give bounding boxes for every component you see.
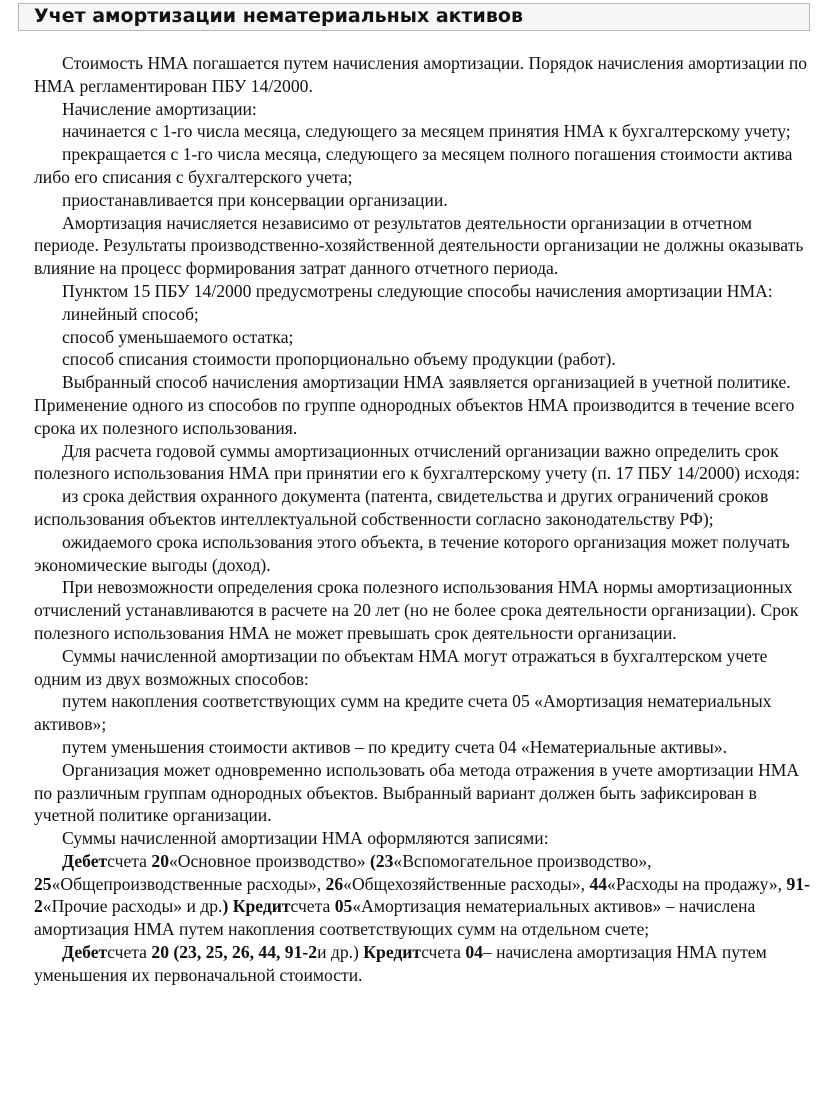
paragraph: Суммы начисленной амортизации НМА оформляются записями: — [62, 828, 549, 849]
list-item: прекращается с 1-го числа месяца, следующего за месяцем полного погашения стоимости актива либо его списания с бухгалтерского учета; — [34, 144, 793, 187]
account-name: «Общепроизводственные расходы», — [51, 873, 326, 894]
entry-description: «Амортизация нематериальных активов» – начислена амортизация НМА путем накопления соответствующих сумм на отдельном счете; — [34, 896, 756, 940]
credit-label: Кредит — [363, 942, 422, 963]
credit-label: ) Кредит — [222, 896, 291, 917]
paragraph: Организация может одновременно использовать оба метода отражения в учете амортизации НМА по различным группам однородных объектов. Выбранный вариант должен быть зафиксирован в учетной политике организации. — [34, 759, 800, 826]
body-text — [34, 52, 810, 987]
debit-label: Дебет — [62, 942, 108, 963]
list-item: способ уменьшаемого остатка; — [62, 326, 294, 347]
paragraph: Стоимость НМА погашается путем начисления амортизации. Порядок начисления амортизации по НМА регламентирован ПБУ 14/2000. — [34, 53, 808, 96]
account-word: счета — [290, 896, 335, 917]
account-number: 44 — [589, 873, 608, 894]
paragraph: Амортизация начисляется независимо от результатов деятельности организации в отчетном периоде. Результаты производственно-хозяйственной деятельности организации не должны оказывать влияние на процесс формирования затрат данного отчетного периода. — [34, 212, 804, 279]
account-name: «Вспомогательное производство», — [393, 850, 652, 871]
list-item: из срока действия охранного документа (патента, свидетельства и других ограничений сроков использования объектов интеллектуальной собственности согласно законодательству РФ); — [34, 486, 769, 529]
account-number: 91-2 — [34, 873, 810, 917]
list-item: путем накопления соответствующих сумм на кредите счета 05 «Амортизация нематериальных активов»; — [34, 691, 772, 735]
paragraph: Выбранный способ начисления амортизации НМА заявляется организацией в учетной политике. Применение одного из способов по группе однородных объектов НМА производится в течение всего срока их полезного использования. — [34, 372, 795, 438]
accounting-entry-2 — [34, 941, 810, 987]
list-item: способ списания стоимости пропорционально объему продукции (работ). — [62, 349, 616, 370]
account-word: счета — [421, 942, 466, 963]
account-number: 05 — [334, 896, 353, 917]
paragraph: Пунктом 15 ПБУ 14/2000 предусмотрены следующие способы начисления амортизации НМА: — [62, 280, 773, 301]
account-name: «Расходы на продажу», — [607, 873, 787, 894]
account-number: (23 — [369, 850, 394, 871]
paragraph: При невозможности определения срока полезного использования НМА нормы амортизационных отчислений устанавливаются в расчете на 20 лет (но не более срока деятельности организации). Срок полезного использования НМА не может превышать срок деятельности организации. — [34, 577, 799, 643]
account-number: 20 — [151, 850, 169, 871]
account-name: и др.) — [317, 942, 364, 963]
list-item: путем уменьшения стоимости активов – по кредиту счета 04 «Нематериальные активы». — [62, 736, 728, 757]
paragraph: Для расчета годовой суммы амортизационных отчислений организации важно определить срок полезного использования НМА при принятии его к бухгалтерскому учету (п. 17 ПБУ 14/2000) исходя: — [34, 440, 800, 484]
debit-label: Дебет — [62, 850, 108, 871]
account-number: 26 — [325, 873, 344, 894]
list-item: начинается с 1-го числа месяца, следующего за месяцем принятия НМА к бухгалтерскому учету; — [62, 121, 791, 142]
account-name: «Прочие расходы» и др. — [42, 896, 223, 917]
list-item: ожидаемого срока использования этого объекта, в течение которого организация может получать экономические выгоды (доход). — [34, 531, 790, 575]
account-number: 04 — [465, 942, 483, 963]
entry-description: – начислена амортизация НМА путем уменьшения их первоначальной стоимости. — [34, 942, 767, 985]
account-name: «Общехозяйственные расходы», — [343, 873, 590, 894]
accounting-entry-1 — [34, 850, 810, 941]
paragraph: Начисление амортизации: — [62, 98, 257, 119]
account-list: 20 (23, 25, 26, 44, 91-2 — [151, 942, 318, 963]
list-item: линейный способ; — [62, 303, 199, 324]
account-number: 25 — [34, 873, 52, 894]
list-item: приостанавливается при консервации организации. — [62, 189, 448, 210]
account-name: «Основное производство» — [168, 850, 370, 871]
paragraph: Суммы начисленной амортизации по объектам НМА могут отражаться в бухгалтерском учете одним из двух возможных способов: — [34, 645, 768, 689]
account-word: счета — [107, 942, 152, 963]
account-word: счета — [107, 850, 152, 871]
page-title: Учет амортизации нематериальных активов — [34, 5, 523, 27]
